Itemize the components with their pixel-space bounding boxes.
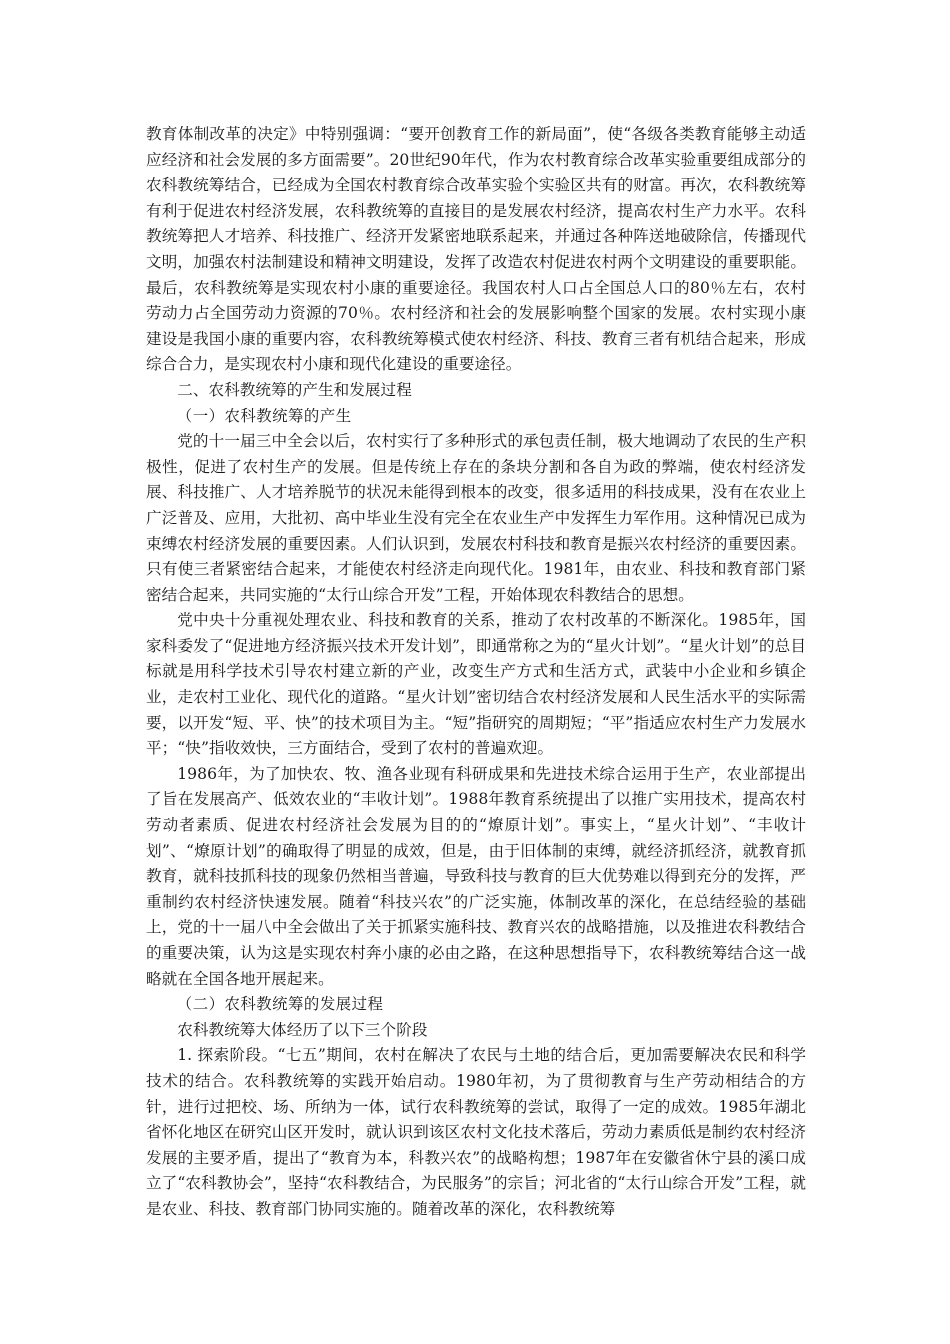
body-paragraph: 党中央十分重视处理农业、科技和教育的关系，推动了农村改革的不断深化。1985年，国家科委发了“促进地方经济振兴技术开发计划”，即通常称之为的“星火计划”。“星火计划”的总目标就是用科学技术引导农村建立新的产业，改变生产方式和生活方式，武装中小企业和乡镇企业，走农村工业化、现代化的道路。“星火计划”密切结合农村经济发展和人民生活水平的实际需要，以开发“短、平、快”的技术项目为主。“短”指研究的周期短；“平”指适应农村生产力发展水平；“快”指收效快，三方面结合，受到了农村的普遍欢迎。 [146,611,806,758]
subsection-heading-origin: （一）农科教统筹的产生 [176,406,352,425]
body-paragraph: 1. 探索阶段。“七五”期间，农村在解决了农民与土地的结合后，更加需要解决农民和科学技术的结合。农科教统筹的实践开始启动。1980年初，为了贯彻教育与生产劳动相结合的方针，进行过把校、场、所纳为一体，试行农科教统筹的尝试，取得了一定的成效。1985年湖北省怀化地区在研究山区开发时，就认识到该区农村文化技术落后，劳动力素质低是制约农村经济发展的主要矛盾，提出了“教育为本，科教兴农”的战略构想；1987年在安徽省休宁县的溪口成立了“农科教协会”，坚持“农科教结合，为民服务”的宗旨；河北省的“太行山综合开发”工程，就是农业、科技、教育部门协同实施的。随着改革的深化，农科教统筹 [146,1046,806,1218]
body-paragraph: 农科教统筹大体经历了以下三个阶段 [177,1020,428,1039]
body-paragraph: 1986年，为了加快农、牧、渔各业现有科研成果和先进技术综合运用于生产，农业部提出了旨在发展高产、低效农业的“丰收计划”。1988年教育系统提出了以推广实用技术，提高农村劳动者素质、促进农村经济社会发展为目的的“燎原计划”。事实上，“星火计划”、“丰收计划”、“燎原计划”的确取得了明显的成效，但是，由于旧体制的束缚，就经济抓经济，就教育抓教育，就科技抓科技的现象仍然相当普遍，导致科技与教育的巨大优势难以得到充分的发挥，严重制约农村经济快速发展。随着“科技兴农”的广泛实施，体制改革的深化，在总结经验的基础上，党的十一届八中全会做出了关于抓紧实施科技、教育兴农的战略措施，以及推进农科教结合的重要决策，认为这是实现农村奔小康的必由之路，在这种思想指导下，农科教统筹结合这一战略就在全国各地开展起来。 [146,764,806,988]
document-page [146,122,806,1223]
body-paragraph: 党的十一届三中全会以后，农村实行了多种形式的承包责任制，极大地调动了农民的生产积极性，促进了农村生产的发展。但是传统上存在的条块分割和各自为政的弊端，使农村经济发展、科技推广、人才培养脱节的状况未能得到根本的改变，很多适用的科技成果，没有在农业上广泛普及、应用，大批初、高中毕业生没有完全在农业生产中发挥生力军作用。这种情况已成为束缚农村经济发展的重要因素。人们认识到，发展农村科技和教育是振兴农村经济的重要因素。只有使三者紧密结合起来，才能使农村经济走向现代化。1981年，由农业、科技和教育部门紧密结合起来，共同实施的“太行山综合开发”工程，开始体现农科教结合的思想。 [146,432,806,604]
section-heading: 二、农科教统筹的产生和发展过程 [177,380,412,399]
subsection-heading-development: （二）农科教统筹的发展过程 [176,995,384,1014]
body-paragraph-continuation: 教育体制改革的决定》中特别强调：“要开创教育工作的新局面”，使“各级各类教育能够主动适应经济和社会发展的多方面需要”。20世纪90年代，作为农村教育综合改革实验重要组成部分的农科教统筹结合，已经成为全国农村教育综合改革实验个实验区共有的财富。再次，农科教统筹有利于促进农村经济发展，农科教统筹的直接目的是发展农村经济，提高农村生产力水平。农科教统筹把人才培养、科技推广、经济开发紧密地联系起来，并通过各种阵送地破除信，传播现代文明，加强农村法制建设和精神文明建设，发挥了改造农村促进农村两个文明建设的重要职能。最后，农科教统筹是实现农村小康的重要途径。我国农村人口占全国总人口的80％左右，农村劳动力占全国劳动力资源的70％。农村经济和社会的发展影响整个国家的发展。农村实现小康建设是我国小康的重要内容，农科教统筹模式使农村经济、科技、教育三者有机结合起来，形成综合合力，是实现农村小康和现代化建设的重要途径。 [146,125,806,374]
